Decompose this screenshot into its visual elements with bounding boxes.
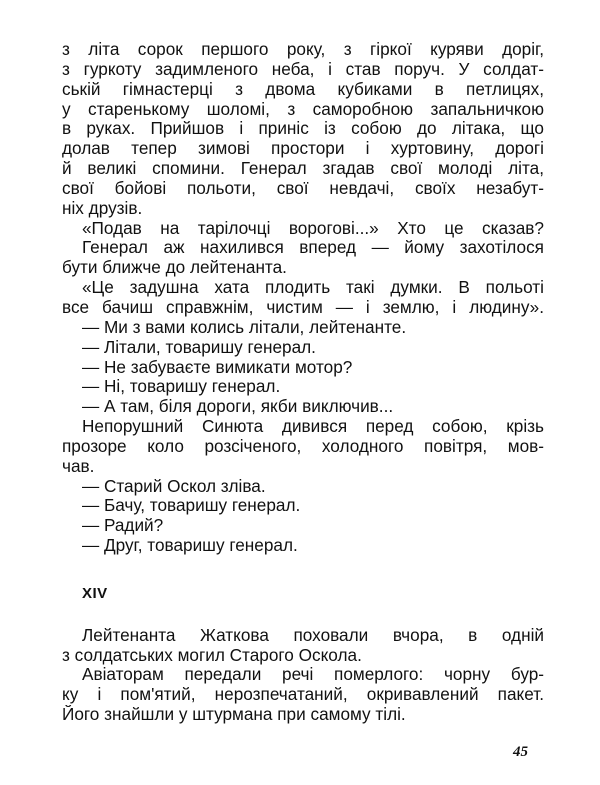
text-line: й великі спомини. Генерал згадав свої молоді літа, (62, 159, 544, 179)
text-line: ніх друзів. (62, 198, 143, 218)
text-line: з гуркоту задимленого неба, і став поруч. У солдат- (62, 59, 544, 79)
text-line: Авіаторам передали речі померлого: чорну бур- (82, 665, 544, 685)
text-line: ку і пом'ятий, нерозпечатаний, окривавлений пакет. (62, 685, 544, 705)
text-line: з солдатських могил Старого Оскола. (62, 645, 362, 665)
dialogue-line: — А там, біля дороги, якби виключив... (82, 397, 394, 417)
text-line: «Це задушна хата плодить такі думки. В польоті (82, 278, 544, 298)
text-line: ській гімнастерці з двома кубиками в петлицях, (62, 79, 544, 99)
text-line: чав. (62, 456, 95, 476)
dialogue-line: — Бачу, товаришу генерал. (82, 496, 301, 516)
page-body (62, 40, 544, 725)
text-line: все бачиш справжнім, чистим — і землю, і людину». (62, 297, 544, 317)
text-line: бути ближче до лейтенанта. (62, 258, 287, 278)
section-spacer (62, 604, 544, 626)
text-line: долав тепер зимові простори і хуртовину, дорогі (62, 139, 544, 159)
dialogue-line: — Друг, товаришу генерал. (82, 536, 298, 556)
dialogue-line: — Старий Оскол зліва. (82, 476, 266, 496)
text-line: в руках. Прийшов і приніс із собою до літака, що (62, 119, 544, 139)
text-line: прозоре коло розсіченого, холодного повітря, мов- (62, 436, 544, 456)
text-line: Генерал аж нахилився вперед — йому захотілося (82, 238, 544, 258)
dialogue-line: — Літали, товаришу генерал. (82, 337, 316, 357)
chapter-heading: XIV (82, 584, 108, 602)
dialogue-line: — Радий? (82, 516, 164, 536)
text-line: Його знайшли у штурмана при самому тілі. (62, 705, 406, 725)
page-number: 45 (513, 744, 528, 760)
text-line: Лейтенанта Жаткова поховали вчора, в одній (82, 625, 544, 645)
text-line: у старенькому шоломі, з саморобною запальничкою (62, 99, 544, 119)
text-line: з літа сорок першого року, з гіркої куряви доріг, (62, 40, 544, 59)
dialogue-line: — Не забуваєте вимикати мотор? (82, 357, 353, 377)
dialogue-line: — Ні, товаришу генерал. (82, 377, 281, 397)
dialogue-line: — Ми з вами колись літали, лейтенанте. (82, 317, 407, 337)
text-line: «Подав на тарілочці ворогові...» Хто це сказав? (82, 218, 544, 238)
text-line: Непорушний Синюта дивився перед собою, крізь (82, 417, 544, 437)
text-line: свої бойові польоти, свої невдачі, своїх незабут- (62, 178, 544, 198)
section-spacer (62, 556, 544, 584)
